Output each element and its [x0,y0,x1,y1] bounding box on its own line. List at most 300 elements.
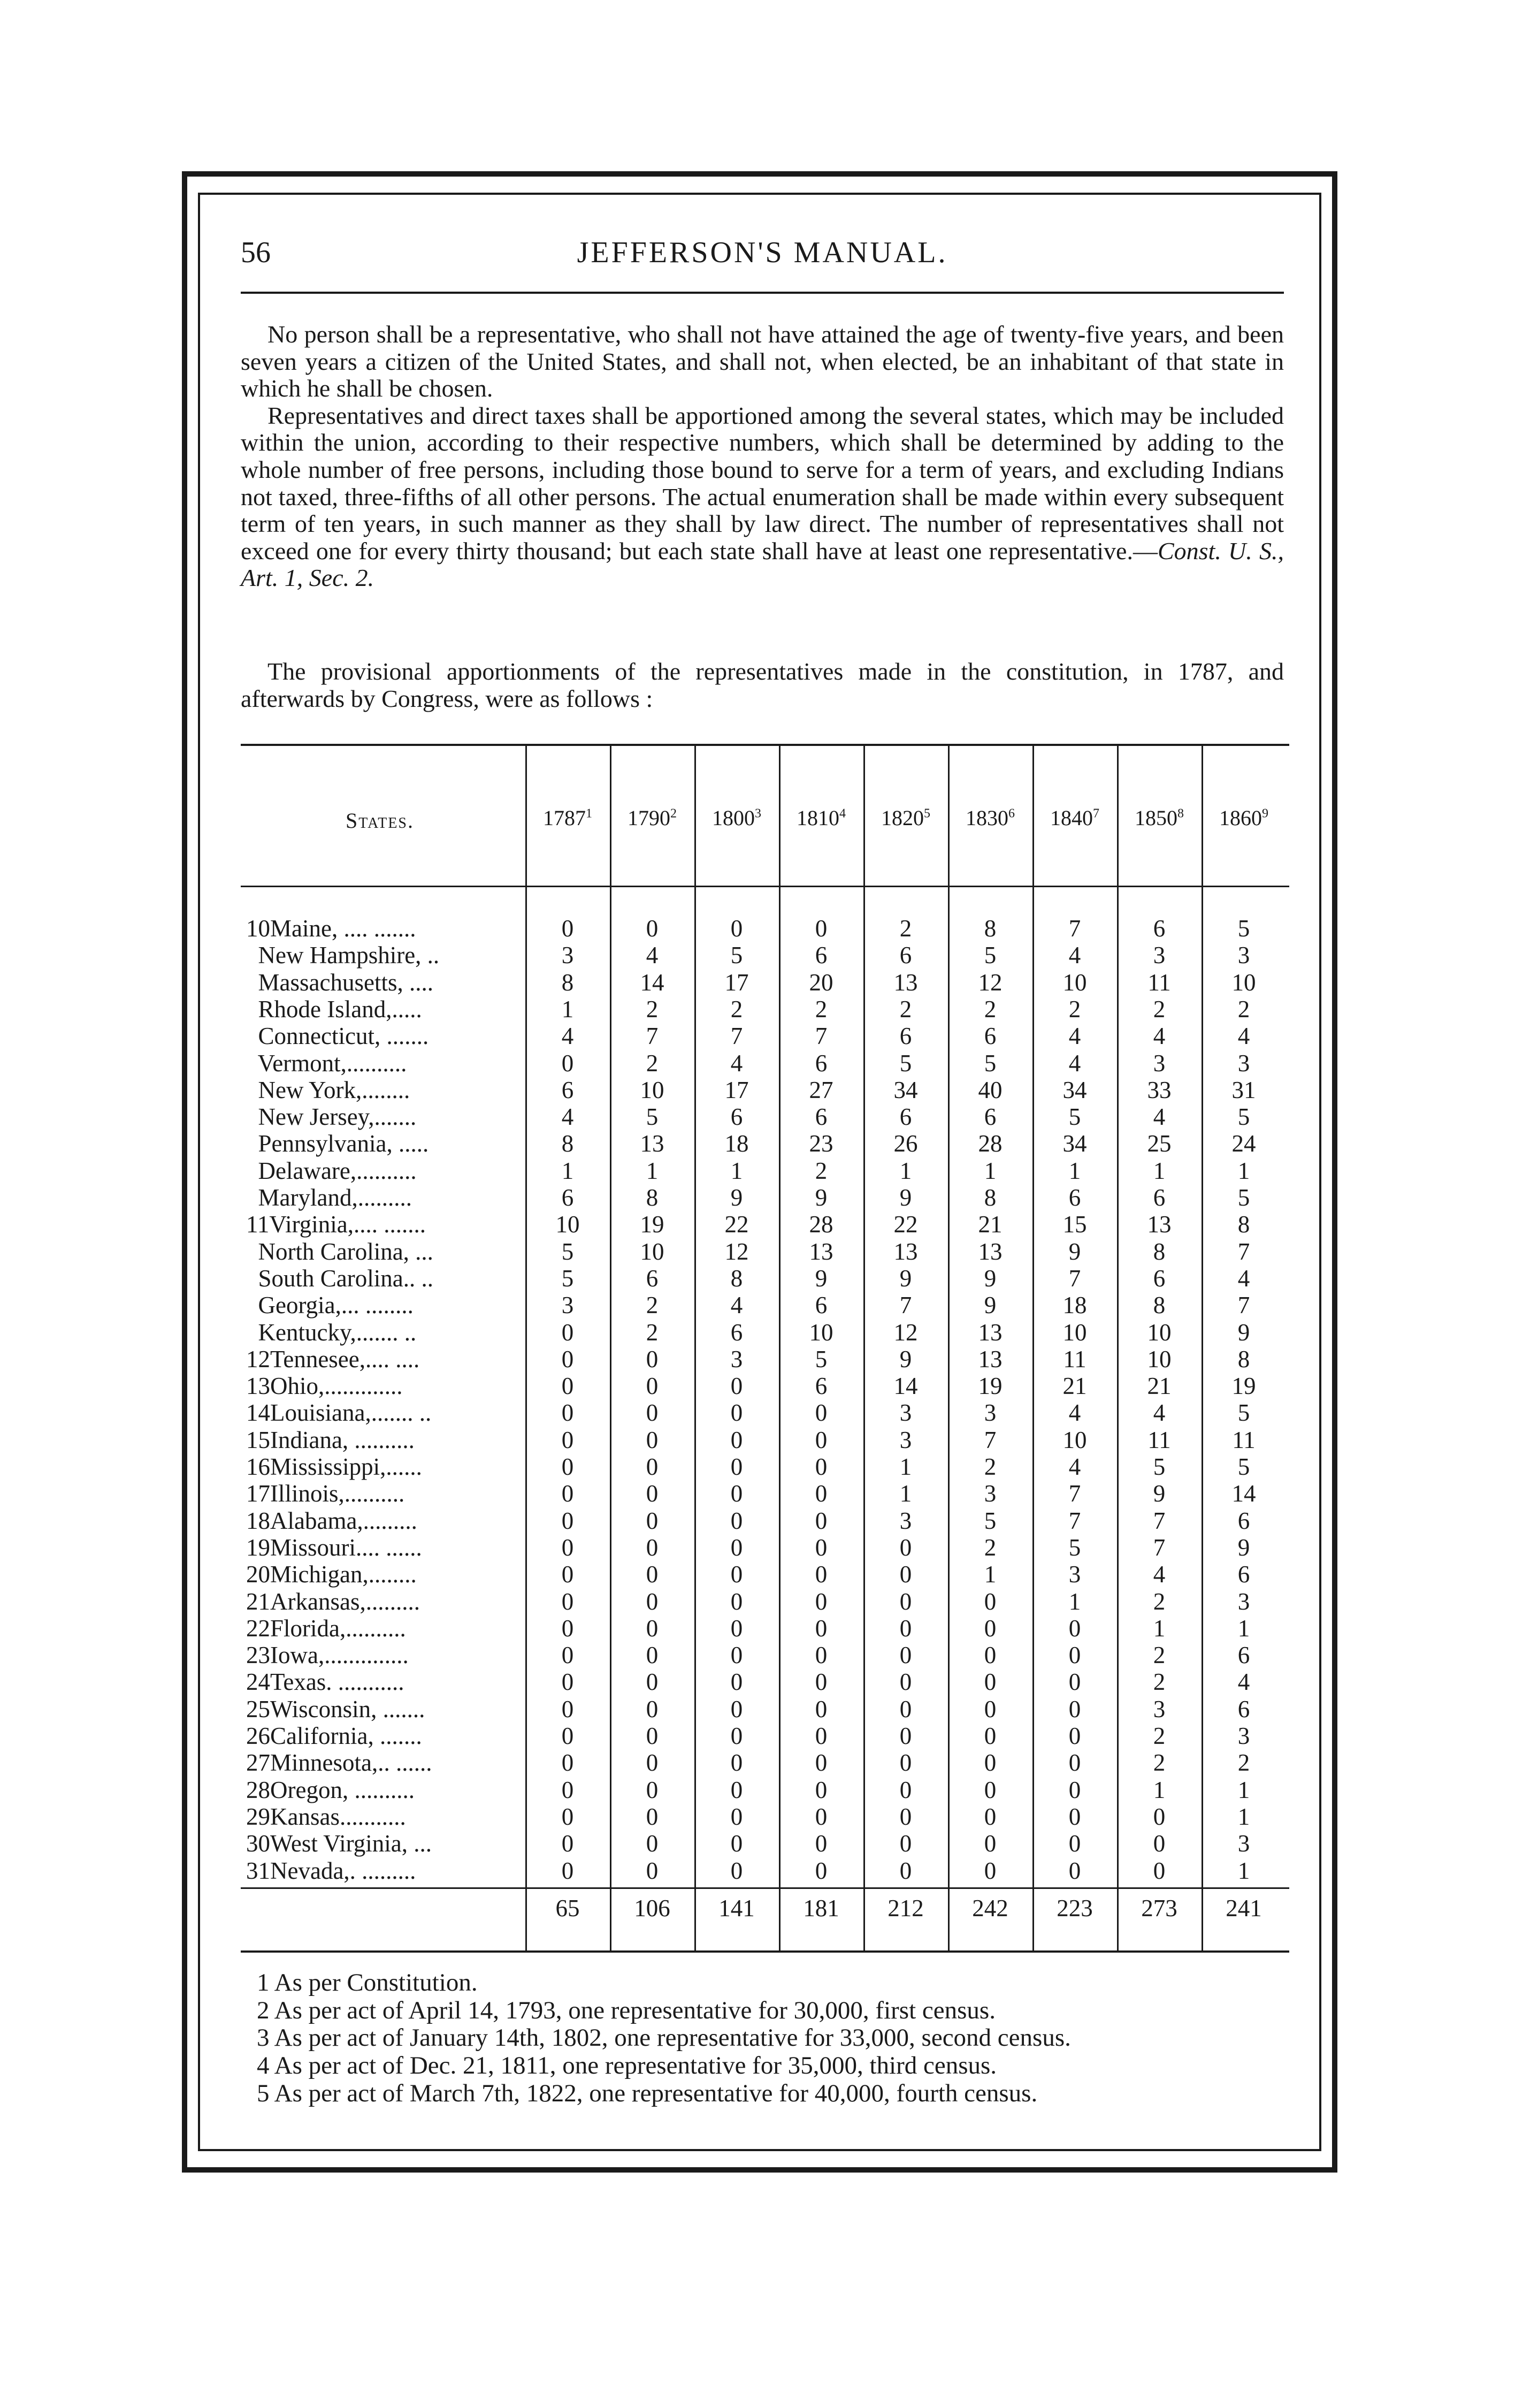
year-note: 3 [755,806,761,821]
table-cell: 22 [724,1211,749,1238]
table-cell: 8 [1153,1238,1166,1265]
table-cell: 1 [730,1157,743,1184]
table-cell: 4 [1153,1399,1166,1427]
table-cell: 12 [893,1319,918,1346]
apportionment-table [241,744,1289,1953]
table-cell: 0 [815,1399,828,1427]
table-cell: 0 [984,1803,997,1830]
table-cell: 3 [1153,1049,1166,1077]
paragraph-apportionment: Representatives and direct taxes shall be apportioned among the several states, which may be included within the union, according to their respective numbers, which shall be determined by adding to the whole number of free persons, including those bound to serve for a term of years, and excluding Indians not taxed, three-fifths of all other persons. The actual enumeration shall be made within every subsequent term of ten years, in such manner as they shall by law direct. The number of representatives shall not exceed one for every thirty thousand; but each state shall have at least one representative.—Const. U. S., Art. 1, Sec. 2. [241,401,1284,592]
table-cell: 7 [815,1023,828,1050]
table-cell: 2 [646,1292,659,1319]
table-cell: 2 [815,995,828,1023]
page-number: 56 [241,236,271,269]
table-cell: 6 [815,942,828,969]
table-cell: 6 [1237,1507,1250,1534]
table-cell: 1 [899,1453,912,1480]
state-name: Georgia,... ........ [246,1292,414,1319]
year-header [948,805,1032,830]
year-header [1202,805,1286,830]
table-cell: 0 [815,1642,828,1669]
table-cell: 0 [984,1857,997,1884]
table-cell: 0 [1068,1776,1081,1803]
table-cell: 3 [1153,942,1166,969]
table-cell: 0 [561,1319,574,1346]
table-cell: 0 [815,1695,828,1723]
table-cell: 7 [1068,1480,1081,1507]
table-cell: 12 [724,1238,749,1265]
table-cell: 4 [1237,1264,1250,1292]
table-cell: 6 [984,1023,997,1050]
table-cell: 2 [1153,1642,1166,1669]
table-cell: 0 [730,1803,743,1830]
table-cell: 6 [1237,1695,1250,1723]
table-cell: 3 [984,1480,997,1507]
state-name: 27Minnesota,.. ...... [246,1749,432,1777]
year-label: 1790 [628,806,670,830]
table-cell: 5 [1237,1399,1250,1427]
table-cell: 31 [1231,1076,1256,1103]
table-cell: 8 [1237,1345,1250,1373]
table-cell: 9 [984,1292,997,1319]
table-cell: 0 [561,1534,574,1561]
table-cell: 3 [1153,1695,1166,1723]
year-note: 7 [1093,806,1099,821]
table-cell: 1 [1153,1776,1166,1803]
table-cell: 28 [978,1130,1003,1157]
table-cell: 0 [646,1776,659,1803]
table-cell: 0 [1068,1614,1081,1642]
table-cell: 1 [561,995,574,1023]
table-cell: 0 [984,1642,997,1669]
state-name: 26California, ....... [246,1723,422,1749]
table-cell: 3 [1237,1723,1250,1749]
table-cell: 13 [640,1130,664,1157]
table-cell: 3 [1237,1830,1250,1857]
table-cell: 3 [899,1507,912,1534]
table-cell: 0 [899,1588,912,1615]
state-name: Kentucky,....... .. [246,1319,417,1346]
table-cell: 7 [1153,1507,1166,1534]
table-cell: 0 [730,1857,743,1884]
table-cell: 7 [1237,1238,1250,1265]
table-cell: 10 [1147,1319,1172,1346]
table-cell: 2 [984,1453,997,1480]
table-cell: 0 [815,1453,828,1480]
page-header [241,235,1284,273]
table-cell: 0 [646,1426,659,1453]
table-cell: 0 [646,1830,659,1857]
year-label: 1810 [797,806,839,830]
table-cell: 0 [561,1453,574,1480]
footnote: 4 As per act of Dec. 21, 1811, one representative for 35,000, third census. [257,2052,997,2080]
table-cell: 10 [1062,1319,1087,1346]
table-cell: 0 [984,1668,997,1696]
table-cell: 0 [1068,1668,1081,1696]
table-cell: 0 [815,1668,828,1696]
table-cell: 4 [1237,1668,1250,1696]
total-cell: 242 [972,1895,1008,1922]
table-head-rule [241,886,1289,887]
table-cell: 4 [646,942,659,969]
year-header [610,805,694,830]
table-cell: 8 [984,1184,997,1211]
table-cell: 2 [1068,995,1081,1023]
table-cell: 8 [1153,1292,1166,1319]
table-cell: 0 [984,1830,997,1857]
table-cell: 17 [724,1076,749,1103]
table-cell: 0 [646,1534,659,1561]
table-cell: 9 [899,1345,912,1373]
table-cell: 1 [1237,1614,1250,1642]
table-cell: 0 [730,1480,743,1507]
table-cell: 0 [646,915,659,942]
table-cell: 4 [1153,1023,1166,1050]
table-cell: 10 [1062,969,1087,996]
table-cell: 5 [730,942,743,969]
intro-text [241,658,1284,712]
year-note: 4 [839,806,846,821]
table-cell: 0 [646,1561,659,1588]
table-cell: 19 [640,1211,664,1238]
table-cell: 7 [984,1426,997,1453]
table-cell: 34 [1062,1130,1087,1157]
table-cell: 10 [1231,969,1256,996]
year-header [525,805,610,830]
table-cell: 1 [899,1480,912,1507]
table-cell: 0 [984,1614,997,1642]
table-cell: 13 [978,1345,1003,1373]
state-name: New York,........ [246,1076,410,1103]
table-cell: 4 [561,1023,574,1050]
table-cell: 0 [646,1695,659,1723]
table-cell: 10 [640,1076,664,1103]
table-cell: 34 [893,1076,918,1103]
table-cell: 6 [815,1373,828,1400]
table-cell: 0 [561,1857,574,1884]
table-cell: 9 [984,1264,997,1292]
table-cell: 21 [978,1211,1003,1238]
year-note: 8 [1177,806,1184,821]
table-cell: 2 [1153,1723,1166,1749]
table-cell: 4 [1153,1103,1166,1131]
table-cell: 1 [1153,1157,1166,1184]
state-name: 13Ohio,............. [246,1373,403,1400]
table-cell: 5 [1237,915,1250,942]
footnote: 1 As per Constitution. [257,1969,478,1996]
table-cell: 5 [1153,1453,1166,1480]
state-name: 15Indiana, .......... [246,1426,415,1453]
table-cell: 3 [1237,942,1250,969]
year-label: 1860 [1219,806,1262,830]
table-cell: 9 [899,1264,912,1292]
table-cell: 0 [815,1749,828,1777]
table-cell: 4 [1153,1561,1166,1588]
table-cell: 0 [815,1803,828,1830]
table-cell: 6 [899,1023,912,1050]
state-name: North Carolina, ... [246,1238,433,1265]
table-cell: 0 [730,1507,743,1534]
state-name: 28Oregon, .......... [246,1776,415,1803]
table-cell: 2 [1153,1749,1166,1777]
table-cell: 0 [815,1426,828,1453]
table-cell: 6 [561,1076,574,1103]
table-cell: 0 [646,1480,659,1507]
table-cell: 17 [724,969,749,996]
state-name: 31Nevada,. ......... [246,1857,416,1884]
states-column-header: States. [345,809,414,833]
table-cell: 23 [809,1130,833,1157]
year-header [694,805,779,830]
state-name: 14Louisiana,....... .. [246,1399,432,1427]
state-name: 12Tennesee,.... .... [246,1345,420,1373]
table-cell: 7 [1068,1264,1081,1292]
table-cell: 0 [561,1803,574,1830]
table-cell: 10 [1147,1345,1172,1373]
table-cell: 9 [1237,1534,1250,1561]
table-cell: 28 [809,1211,833,1238]
table-cell: 10 [809,1319,833,1346]
table-cell: 0 [561,1642,574,1669]
table-cell: 13 [893,1238,918,1265]
header-rule [241,292,1284,294]
table-cell: 10 [640,1238,664,1265]
table-cell: 14 [640,969,664,996]
table-cell: 0 [899,1614,912,1642]
table-cell: 8 [561,969,574,996]
table-cell: 6 [1153,915,1166,942]
table-cell: 0 [1153,1830,1166,1857]
state-name: Massachusetts, .... [246,969,433,996]
table-cell: 6 [815,1049,828,1077]
table-cell: 1 [984,1157,997,1184]
table-cell: 0 [561,1480,574,1507]
table-cell: 8 [984,915,997,942]
year-label: 1840 [1050,806,1093,830]
year-note: 5 [924,806,930,821]
table-cell: 0 [1068,1803,1081,1830]
table-cell: 0 [646,1588,659,1615]
table-cell: 0 [815,1480,828,1507]
table-cell: 0 [1068,1642,1081,1669]
table-cell: 13 [893,969,918,996]
table-cell: 4 [730,1049,743,1077]
table-cell: 0 [815,1507,828,1534]
state-name: 16Mississippi,...... [246,1453,422,1480]
year-header [1032,805,1117,830]
table-cell: 0 [815,1561,828,1588]
table-cell: 3 [561,942,574,969]
table-cell: 7 [1153,1534,1166,1561]
year-label: 1850 [1135,806,1177,830]
table-cell: 2 [646,995,659,1023]
table-cell: 9 [815,1184,828,1211]
table-cell: 0 [561,1723,574,1749]
table-cell: 5 [1237,1103,1250,1131]
table-cell: 0 [646,1857,659,1884]
year-label: 1820 [881,806,924,830]
table-cell: 0 [730,1776,743,1803]
state-name: 17Illinois,.......... [246,1480,405,1507]
table-cell: 7 [1068,915,1081,942]
state-name: 18Alabama,......... [246,1507,417,1534]
table-cell: 0 [815,1776,828,1803]
year-label: 1830 [966,806,1008,830]
table-cell: 0 [899,1561,912,1588]
table-cell: 18 [724,1130,749,1157]
table-cell: 27 [809,1076,833,1103]
table-cell: 0 [730,1723,743,1749]
table-cell: 18 [1062,1292,1087,1319]
table-cell: 0 [730,1749,743,1777]
total-cell: 65 [555,1895,580,1922]
table-cell: 6 [815,1103,828,1131]
state-name: 24Texas. ........... [246,1668,404,1696]
apportionment-text: Representatives and direct taxes shall be apportioned among the several states, which may be included within the union, according to their respective numbers, which shall be determined by adding to the whole number of free persons, including those bound to serve for a term of years, and excluding Indians not taxed, three-fifths of all other persons. The actual enumeration shall be made within every subsequent term of ten years, in such manner as they shall by law direct. The number of representatives shall not exceed one for every thirty thousand; but each state shall have at least one representative. [241,401,1284,565]
table-cell: 7 [1068,1507,1081,1534]
year-note: 6 [1008,806,1015,821]
table-cell: 5 [815,1345,828,1373]
state-name: 30West Virginia, ... [246,1830,432,1857]
total-cell: 273 [1141,1895,1177,1922]
table-cell: 0 [899,1803,912,1830]
table-cell: 0 [899,1857,912,1884]
table-cell: 0 [1068,1749,1081,1777]
state-name: Maryland,......... [246,1184,412,1211]
table-cell: 9 [1237,1319,1250,1346]
table-cell: 6 [646,1264,659,1292]
table-cell: 0 [561,1426,574,1453]
table-cell: 5 [984,1049,997,1077]
table-cell: 1 [1068,1157,1081,1184]
table-cell: 5 [1068,1534,1081,1561]
table-cell: 0 [646,1507,659,1534]
table-cell: 3 [1237,1049,1250,1077]
table-cell: 0 [561,1345,574,1373]
table-cell: 11 [1232,1426,1256,1453]
table-cell: 0 [561,1561,574,1588]
table-cell: 26 [893,1130,918,1157]
table-cell: 1 [984,1561,997,1588]
table-cell: 21 [1062,1373,1087,1400]
table-cell: 1 [1068,1588,1081,1615]
table-cell: 0 [730,1588,743,1615]
table-cell: 0 [730,1695,743,1723]
table-cell: 20 [809,969,833,996]
table-cell: 11 [1063,1345,1086,1373]
table-cell: 6 [1153,1184,1166,1211]
state-name: 21Arkansas,......... [246,1588,420,1615]
citation: Const. U. S., Art. 1, Sec. 2. [241,537,1284,592]
table-cell: 5 [646,1103,659,1131]
footnote: 3 As per act of January 14th, 1802, one representative for 33,000, second census. [257,2024,1071,2052]
table-cell: 0 [984,1588,997,1615]
table-cell: 5 [1068,1103,1081,1131]
table-cell: 4 [1068,942,1081,969]
table-cell: 33 [1147,1076,1172,1103]
table-cell: 40 [978,1076,1003,1103]
table-cell: 0 [1068,1723,1081,1749]
table-cell: 0 [984,1776,997,1803]
table-cell: 0 [561,1373,574,1400]
year-header [1117,805,1202,830]
table-cell: 0 [1068,1857,1081,1884]
table-cell: 5 [561,1264,574,1292]
table-cell: 2 [1237,1749,1250,1777]
table-cell: 3 [984,1399,997,1427]
table-cell: 0 [815,1723,828,1749]
year-note: 9 [1262,806,1268,821]
table-cell: 4 [1068,1049,1081,1077]
table-cell: 4 [1237,1023,1250,1050]
table-cell: 0 [899,1668,912,1696]
table-cell: 0 [646,1373,659,1400]
table-cell: 0 [561,1049,574,1077]
table-cell: 0 [1153,1803,1166,1830]
table-cell: 4 [1068,1023,1081,1050]
table-cell: 0 [730,1668,743,1696]
table-cell: 0 [815,1588,828,1615]
table-cell: 0 [646,1668,659,1696]
table-cell: 0 [646,1345,659,1373]
table-cell: 0 [899,1695,912,1723]
table-cell: 6 [899,942,912,969]
table-cell: 2 [899,995,912,1023]
table-cell: 0 [646,1723,659,1749]
table-cell: 3 [899,1399,912,1427]
table-cell: 22 [893,1211,918,1238]
table-cell: 0 [561,1668,574,1696]
total-cell: 141 [718,1895,755,1922]
table-cell: 0 [730,1561,743,1588]
table-cell: 0 [646,1803,659,1830]
table-cell: 0 [899,1749,912,1777]
table-cell: 1 [1237,1803,1250,1830]
table-cell: 13 [978,1238,1003,1265]
table-cell: 0 [730,1534,743,1561]
running-title: JEFFERSON'S MANUAL. [577,236,948,269]
table-cell: 4 [1068,1453,1081,1480]
table-cell: 8 [730,1264,743,1292]
table-cell: 6 [984,1103,997,1131]
table-cell: 0 [730,1614,743,1642]
table-cell: 6 [1237,1561,1250,1588]
table-cell: 1 [1153,1614,1166,1642]
table-cell: 0 [899,1723,912,1749]
paragraph-intro: The provisional apportionments of the representatives made in the constitution, in 1787, and afterwards by Congress, were as follows : [241,658,1284,712]
table-cell: 13 [809,1238,833,1265]
table-cell: 0 [561,1588,574,1615]
table-cell: 0 [899,1534,912,1561]
year-note: 1 [586,806,592,821]
table-cell: 5 [561,1238,574,1265]
table-cell: 7 [730,1023,743,1050]
table-cell: 0 [646,1642,659,1669]
table-cell: 6 [1153,1264,1166,1292]
table-cell: 2 [984,995,997,1023]
state-name: Connecticut, ....... [246,1023,429,1050]
table-cell: 11 [1147,1426,1171,1453]
table-cell: 0 [561,1614,574,1642]
table-cell: 0 [561,1507,574,1534]
table-cell: 14 [893,1373,918,1400]
table-cell: 2 [730,995,743,1023]
state-name: Pennsylvania, ..... [246,1130,429,1157]
table-cell: 2 [1153,1588,1166,1615]
table-cell: 5 [984,942,997,969]
table-cell: 3 [1237,1588,1250,1615]
table-cell: 3 [1068,1561,1081,1588]
